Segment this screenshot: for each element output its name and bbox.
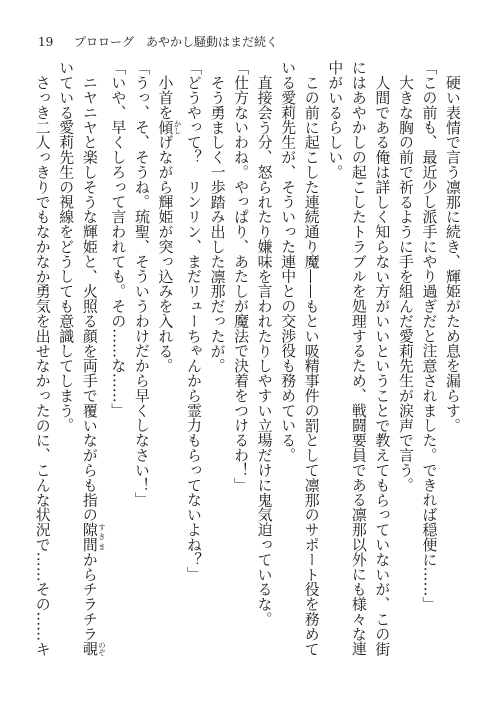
ruby-base: 覗 [80, 641, 99, 657]
ruby-reading: かし [172, 119, 182, 135]
running-header [38, 34, 278, 50]
text-line: 中がいるらしい。 [326, 60, 345, 180]
ruby-annotation [156, 119, 182, 135]
text-line: いている愛莉先生の視線をどうしても意識してしまう。 [57, 60, 76, 433]
ruby-annotation [80, 521, 107, 552]
text-line: 「うっ、そ、そうね。琉聖、そういうわけだから早くしなさい！」 [132, 60, 151, 507]
ruby-base: 隙間 [80, 521, 99, 552]
text-segment: ニヤニヤと楽しそうな輝姫と、火照る顔を両手で覆いながらも指の [80, 74, 99, 522]
text-line: にはあやかしの起こしたトラブルを処理するため、戦闘要員である凛那以外にも様々な連 [349, 60, 368, 656]
text-line: 「仕方ないわね。やっぱり、あたしが魔法で決着をつけるわ！」 [232, 60, 251, 493]
text-line: そう勇ましく一歩踏み出した凛那だったが。 [208, 74, 227, 373]
text-line: 「どうやって？ リンリン、まだリューちゃんから霊力もらってないよね？」 [184, 60, 203, 582]
body-text [33, 60, 464, 664]
page-number: 19 [38, 35, 54, 49]
ruby-reading: すきま [97, 521, 107, 552]
text-line: 硬い表情で言う凛那に続き、輝姫がため息を漏らす。 [444, 74, 462, 433]
text-line [153, 60, 182, 664]
text-line: 直接会う分、怒られたり嫌味を言われたりしやすい立場だけに鬼気迫っているな。 [255, 74, 274, 627]
text-line: 大きな胸の前で祈るように手を組んだ愛莉先生が涙声で言う。 [396, 74, 415, 493]
text-line [77, 60, 106, 664]
text-line: 「この前も、最近少し派手にやり過ぎだと注意されました。できれば穏便に……」 [420, 60, 439, 612]
text-line: この前に起こした連続通り魔——もとい吸精事件の罰として凛那のサポート役を務めて [302, 74, 321, 656]
running-title: プロローグ あやかし騒動はまだ続く [74, 35, 279, 49]
text-segment: げながら輝姫が突っ込みを入れる。 [156, 134, 175, 373]
ruby-base: 傾 [156, 119, 175, 135]
text-segment: からチラチラ [80, 551, 99, 642]
text-line: 「いや、早くしろって言われても。その……な……」 [109, 60, 128, 418]
ruby-annotation [80, 641, 107, 657]
text-line: さっき二人っきりでもなかなか勇気を出せなかったのに、こんな状況で……その……キ [33, 74, 52, 656]
text-line: 人間である俺は詳しく知らない方がいいということで教えてもらっていないが、この街 [373, 74, 392, 656]
text-segment: 小首を [156, 74, 175, 120]
text-line: いる愛莉先生が、そういった連中との交渉役も務めている。 [279, 60, 298, 463]
ruby-reading: のぞ [97, 641, 107, 657]
